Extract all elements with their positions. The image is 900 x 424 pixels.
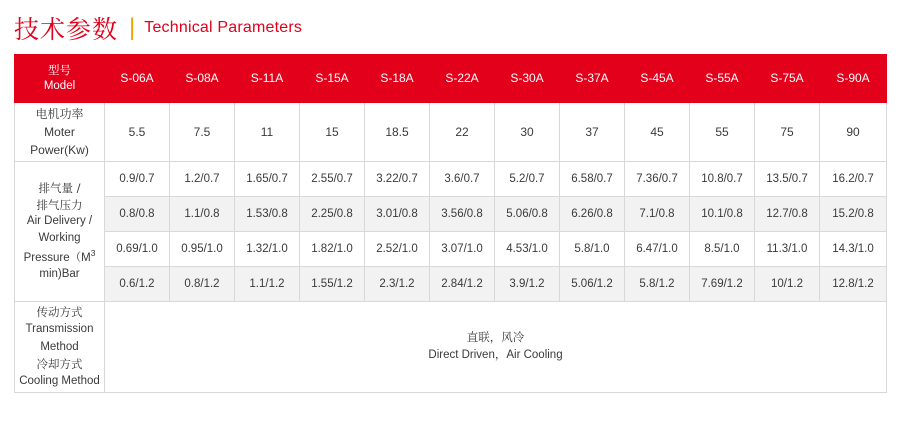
air-delivery-cell: 6.47/1.0 <box>625 232 690 267</box>
header-model-cell: S-11A <box>235 55 300 103</box>
motor-power-label-cn: 电机功率 <box>35 107 84 121</box>
air-delivery-cell: 3.9/1.2 <box>495 267 560 302</box>
air-delivery-cell: 6.26/0.8 <box>560 197 625 232</box>
header-model-cell: S-55A <box>690 55 755 103</box>
cooling-label-cn: 冷却方式 <box>36 356 83 371</box>
air-delivery-cell: 2.55/0.7 <box>300 162 365 197</box>
spec-table-wrapper <box>14 54 886 393</box>
motor-power-label <box>15 103 105 162</box>
air-delivery-cell: 2.3/1.2 <box>365 267 430 302</box>
motor-power-cell: 55 <box>690 103 755 162</box>
air-delivery-cell: 6.58/0.7 <box>560 162 625 197</box>
air-delivery-cell: 10.1/0.8 <box>690 197 755 232</box>
air-delivery-cell: 7.36/0.7 <box>625 162 690 197</box>
header-model-label <box>15 55 105 103</box>
air-delivery-cell: 3.07/1.0 <box>430 232 495 267</box>
air-delivery-cell: 0.9/0.7 <box>105 162 170 197</box>
transmission-value-cn: 直联，风冷 <box>466 330 525 345</box>
transmission-cooling-label <box>15 302 105 393</box>
air-delivery-cell: 1.1/0.8 <box>170 197 235 232</box>
air-delivery-cell: 14.3/1.0 <box>820 232 887 267</box>
air-delivery-cell: 1.82/1.0 <box>300 232 365 267</box>
header-model-cell: S-15A <box>300 55 365 103</box>
page-title <box>0 0 900 46</box>
air-delivery-cell: 4.53/1.0 <box>495 232 560 267</box>
page-title-en: Technical Parameters <box>144 19 303 36</box>
motor-power-label-en-1: Moter <box>44 125 75 139</box>
air-delivery-cell: 2.84/1.2 <box>430 267 495 302</box>
air-delivery-cell: 10.8/0.7 <box>690 162 755 197</box>
header-model-label-en: Model <box>43 79 76 92</box>
air-delivery-cell: 16.2/0.7 <box>820 162 887 197</box>
header-model-cell: S-37A <box>560 55 625 103</box>
motor-power-cell: 11 <box>235 103 300 162</box>
air-delivery-cell: 7.69/1.2 <box>690 267 755 302</box>
air-delivery-cell: 1.55/1.2 <box>300 267 365 302</box>
motor-power-cell: 15 <box>300 103 365 162</box>
air-delivery-label-en-3-text: Pressure（M <box>23 251 91 264</box>
motor-power-cell: 22 <box>430 103 495 162</box>
table-header-row <box>15 55 887 103</box>
air-delivery-cell: 12.8/1.2 <box>820 267 887 302</box>
air-delivery-cell: 15.2/0.8 <box>820 197 887 232</box>
motor-power-cell: 5.5 <box>105 103 170 162</box>
air-delivery-cell: 2.25/0.8 <box>300 197 365 232</box>
air-delivery-cell: 3.56/0.8 <box>430 197 495 232</box>
air-delivery-cell: 3.22/0.7 <box>365 162 430 197</box>
air-delivery-cell: 7.1/0.8 <box>625 197 690 232</box>
motor-power-cell: 7.5 <box>170 103 235 162</box>
air-delivery-row-4 <box>15 267 887 302</box>
transmission-label-en: Transmission Method <box>25 323 94 353</box>
air-delivery-cell: 0.8/1.2 <box>170 267 235 302</box>
air-delivery-label-en-4: min)Bar <box>39 268 80 281</box>
air-delivery-row-1 <box>15 162 887 197</box>
air-delivery-cell: 0.6/1.2 <box>105 267 170 302</box>
motor-power-cell: 18.5 <box>365 103 430 162</box>
header-model-cell: S-06A <box>105 55 170 103</box>
air-delivery-label-cn-1: 排气量 / <box>38 181 81 196</box>
air-delivery-cell: 5.8/1.2 <box>625 267 690 302</box>
air-delivery-cell: 8.5/1.0 <box>690 232 755 267</box>
air-delivery-cell: 13.5/0.7 <box>755 162 820 197</box>
air-delivery-row-3 <box>15 232 887 267</box>
header-model-cell: S-30A <box>495 55 560 103</box>
air-delivery-cell: 3.01/0.8 <box>365 197 430 232</box>
air-delivery-label <box>15 162 105 302</box>
title-separator: | <box>129 14 136 41</box>
transmission-value-en: Direct Driven，Air Cooling <box>428 349 563 362</box>
air-delivery-cell: 1.53/0.8 <box>235 197 300 232</box>
header-model-cell: S-75A <box>755 55 820 103</box>
air-delivery-cell: 2.52/1.0 <box>365 232 430 267</box>
air-delivery-label-en-2: Working <box>38 232 81 245</box>
header-model-label-cn: 型号 <box>48 62 71 77</box>
air-delivery-cell: 10/1.2 <box>755 267 820 302</box>
header-model-cell: S-90A <box>820 55 887 103</box>
air-delivery-cell: 3.6/0.7 <box>430 162 495 197</box>
technical-parameters-table <box>14 54 887 393</box>
air-delivery-label-cn-2: 排气压力 <box>36 197 83 212</box>
transmission-cooling-value <box>105 302 887 393</box>
header-model-cell: S-22A <box>430 55 495 103</box>
air-delivery-cell: 1.32/1.0 <box>235 232 300 267</box>
air-delivery-cell: 0.95/1.0 <box>170 232 235 267</box>
motor-power-cell: 90 <box>820 103 887 162</box>
air-delivery-cell: 5.06/1.2 <box>560 267 625 302</box>
air-delivery-cell: 0.8/0.8 <box>105 197 170 232</box>
motor-power-cell: 45 <box>625 103 690 162</box>
header-model-cell: S-08A <box>170 55 235 103</box>
motor-power-cell: 75 <box>755 103 820 162</box>
air-delivery-cell: 11.3/1.0 <box>755 232 820 267</box>
air-delivery-cell: 1.65/0.7 <box>235 162 300 197</box>
air-delivery-cell: 1.2/0.7 <box>170 162 235 197</box>
transmission-label-cn: 传动方式 <box>36 305 83 319</box>
transmission-cooling-row <box>15 302 887 393</box>
air-delivery-label-en-1: Air Delivery / <box>26 215 93 228</box>
page-title-cn: 技术参数 <box>14 15 119 44</box>
air-delivery-row-2 <box>15 197 887 232</box>
motor-power-cell: 37 <box>560 103 625 162</box>
air-delivery-cell: 1.1/1.2 <box>235 267 300 302</box>
motor-power-cell: 30 <box>495 103 560 162</box>
cooling-label-en: Cooling Method <box>19 375 100 387</box>
air-delivery-cell: 5.2/0.7 <box>495 162 560 197</box>
motor-power-label-en-2: Power(Kw) <box>30 143 89 157</box>
motor-power-row <box>15 103 887 162</box>
air-delivery-cell: 5.8/1.0 <box>560 232 625 267</box>
air-delivery-label-superscript: 3 <box>90 247 96 258</box>
air-delivery-cell: 12.7/0.8 <box>755 197 820 232</box>
header-model-cell: S-18A <box>365 55 430 103</box>
air-delivery-cell: 0.69/1.0 <box>105 232 170 267</box>
header-model-cell: S-45A <box>625 55 690 103</box>
air-delivery-cell: 5.06/0.8 <box>495 197 560 232</box>
air-delivery-label-en-3 <box>16 247 103 267</box>
